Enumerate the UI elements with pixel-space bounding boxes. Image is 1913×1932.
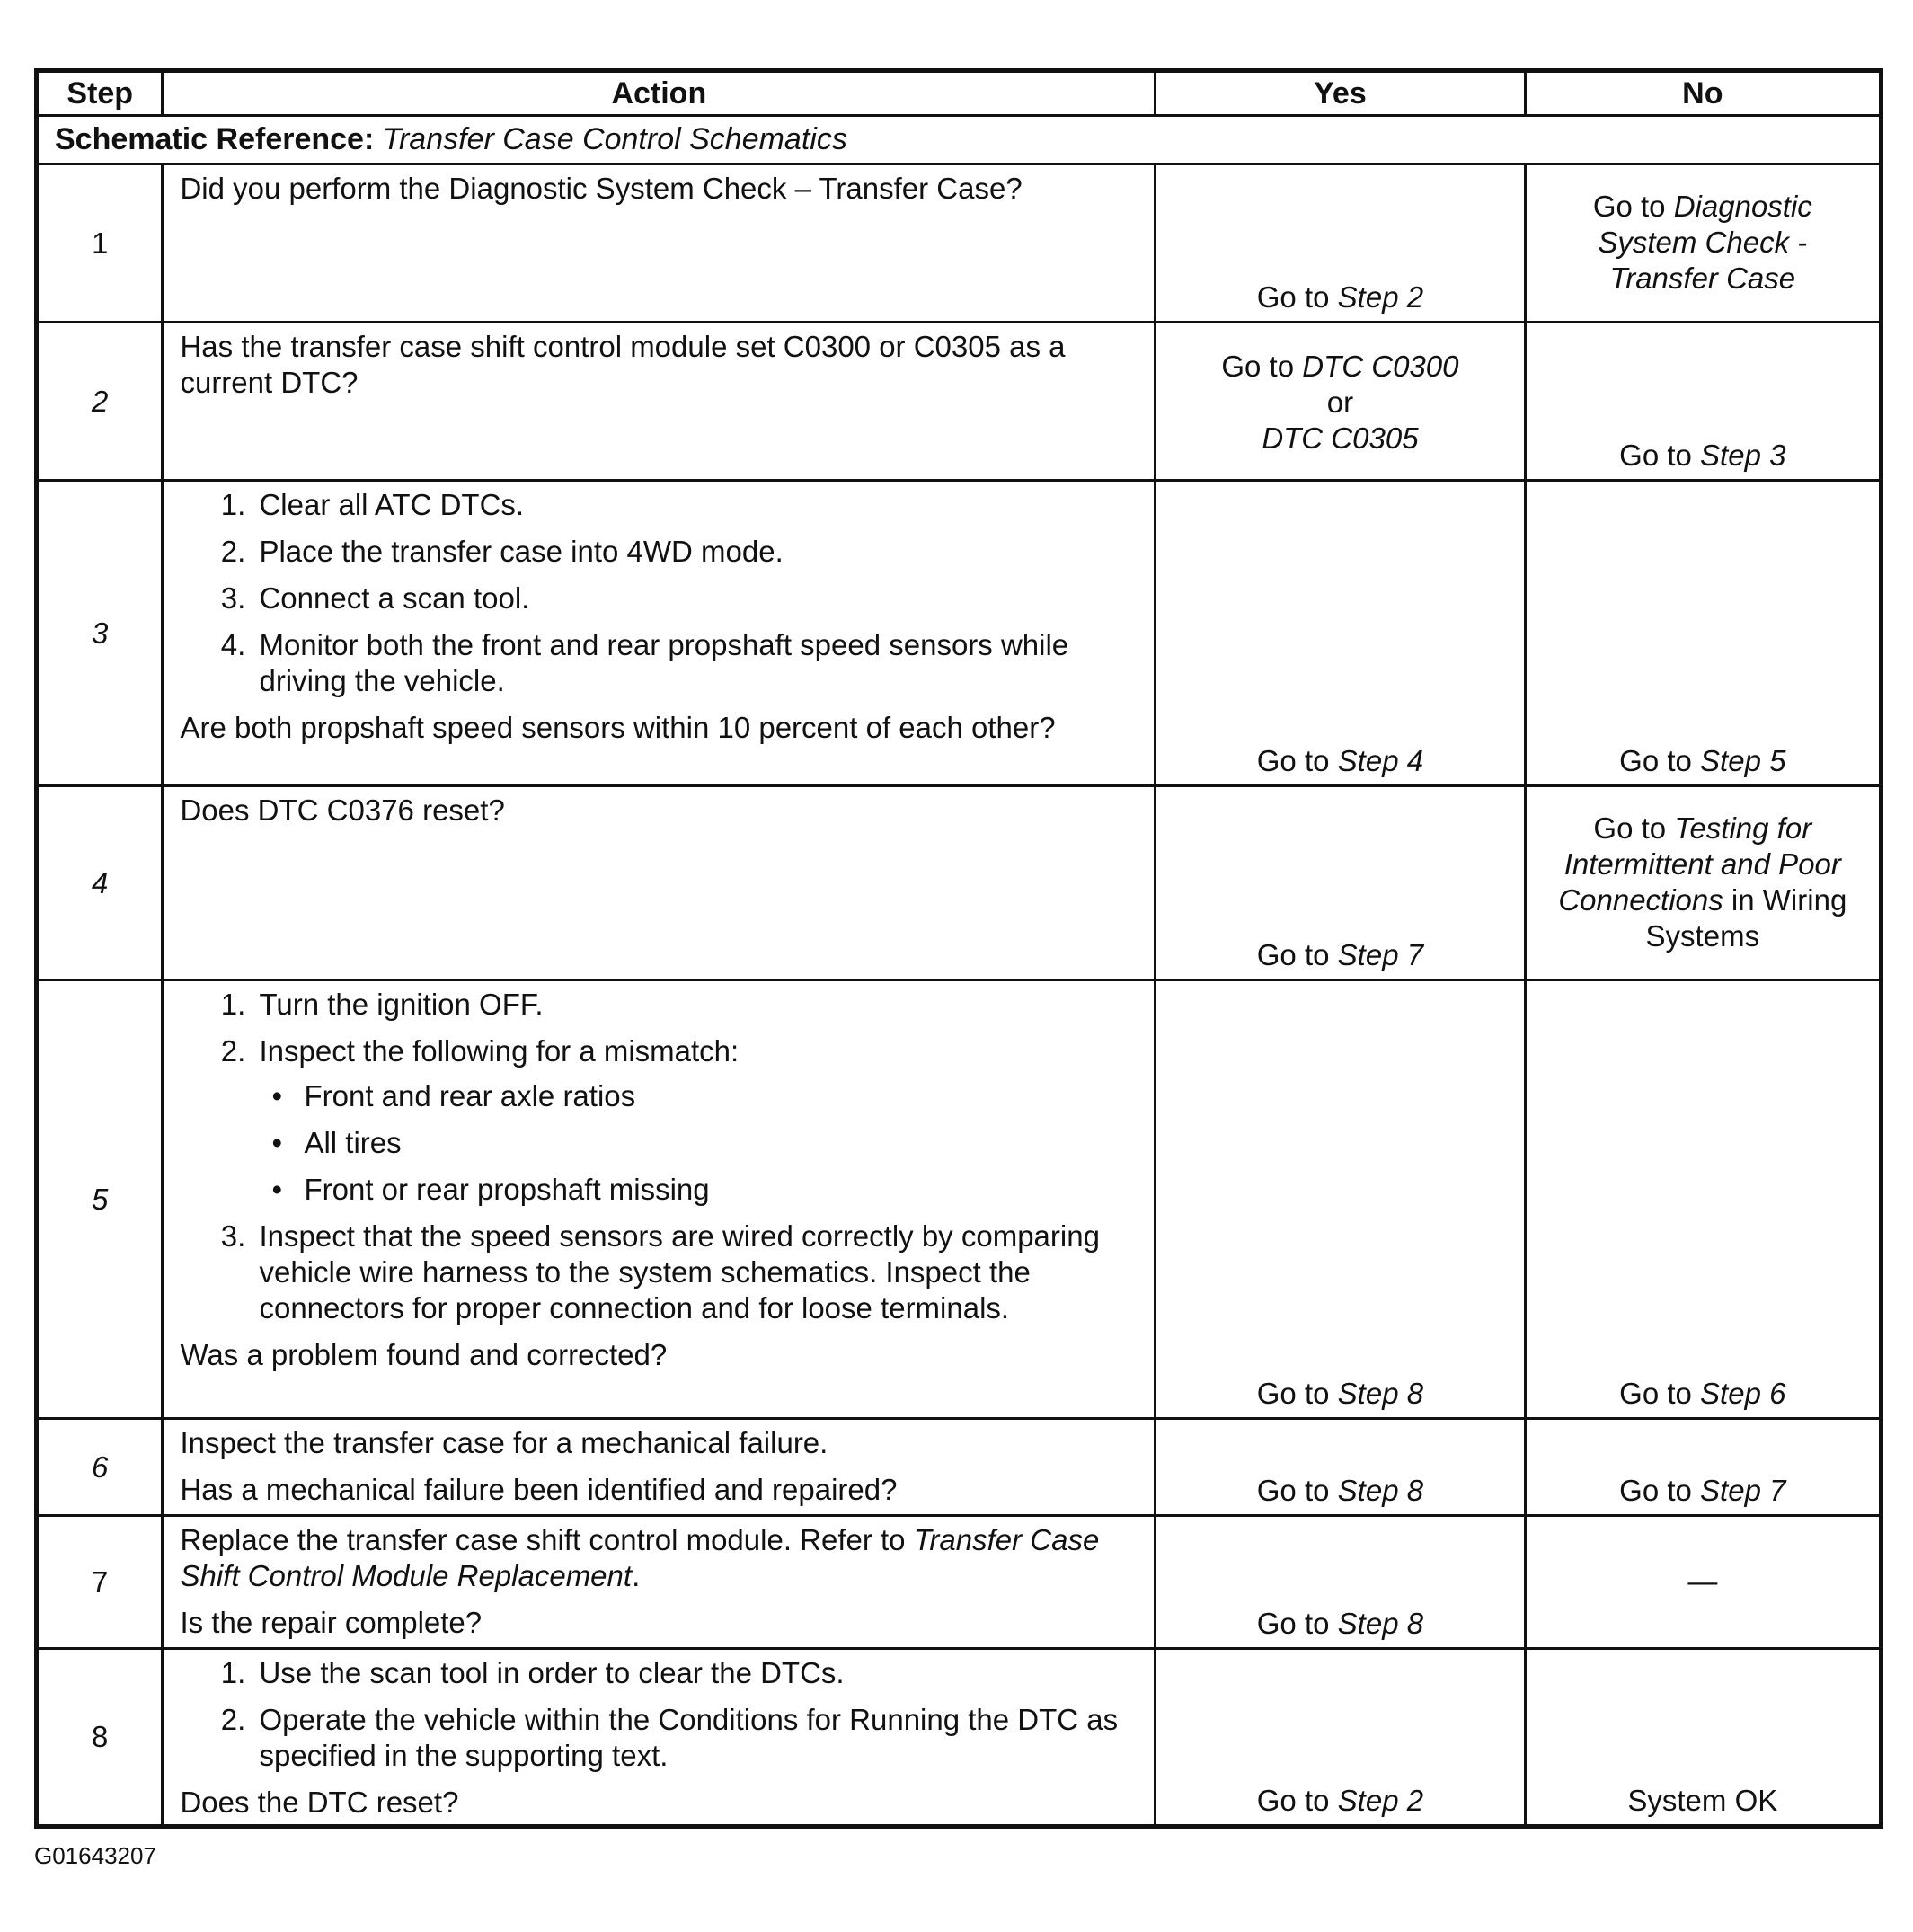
step-number: 3	[37, 481, 163, 786]
schematic-reference	[37, 116, 1882, 164]
action-step	[253, 1033, 1139, 1208]
no-prefix: Go to	[1592, 189, 1674, 223]
yes-cell	[1156, 786, 1525, 980]
action-cell	[163, 323, 1156, 481]
table-row	[37, 1419, 1882, 1516]
action-text: Did you perform the Diagnostic System Check – Transfer Case?	[180, 172, 1023, 205]
no-link[interactable]: Step 5	[1700, 744, 1786, 777]
action-step: 3. Inspect that the speed sensors are wired correctly by comparing vehicle wire harness to the system schematics. Inspect the connectors for proper connection and for loose terminals.	[253, 1219, 1139, 1326]
header-no: No	[1525, 71, 1881, 116]
yes-link[interactable]: Step 8	[1337, 1607, 1424, 1640]
no-cell	[1525, 980, 1881, 1419]
action-text: Does DTC C0376 reset?	[180, 793, 505, 827]
action-text	[180, 1522, 1139, 1594]
step-number: 2	[37, 323, 163, 481]
action-step: 1. Use the scan tool in order to clear the DTCs.	[253, 1655, 1139, 1691]
step-number: 1	[37, 164, 163, 323]
yes-link[interactable]: Step 8	[1337, 1474, 1424, 1507]
schematic-reference-link[interactable]: Transfer Case Control Schematics	[382, 122, 847, 156]
yes-link[interactable]: Step 7	[1337, 938, 1424, 971]
yes-or: or	[1326, 386, 1354, 419]
yes-cell	[1156, 980, 1525, 1419]
action-cell	[163, 1516, 1156, 1649]
action-bullet: • All tires	[297, 1125, 1139, 1161]
figure-id: G01643207	[34, 1842, 156, 1869]
yes-cell	[1156, 323, 1525, 481]
action-cell	[163, 164, 1156, 323]
action-step: 1. Turn the ignition OFF.	[253, 987, 1139, 1023]
no-link[interactable]: Step 3	[1700, 439, 1786, 472]
action-step: 3. Connect a scan tool.	[253, 580, 1139, 616]
yes-link[interactable]: Step 2	[1337, 1784, 1424, 1817]
no-prefix: Go to	[1619, 744, 1701, 777]
step-number: 7	[37, 1516, 163, 1649]
no-link[interactable]: Step 6	[1700, 1377, 1786, 1410]
no-link[interactable]: System Check -	[1598, 225, 1808, 259]
action-step: 2. Operate the vehicle within the Conditions for Running the DTC as specified in the supporting text.	[253, 1702, 1139, 1774]
action-cell	[163, 1419, 1156, 1516]
no-cell: —	[1525, 1516, 1881, 1649]
action-steps	[180, 987, 1139, 1326]
action-question: Has a mechanical failure been identified and repaired?	[180, 1473, 898, 1506]
action-bullet: • Front and rear axle ratios	[297, 1078, 1139, 1114]
action-bullets	[259, 1078, 1139, 1208]
table-row	[37, 1649, 1882, 1827]
action-question: Is the repair complete?	[180, 1606, 483, 1639]
diagnostic-table	[34, 68, 1883, 1829]
step-number: 5	[37, 980, 163, 1419]
action-text: Inspect the transfer case for a mechanical failure.	[180, 1426, 828, 1459]
no-link[interactable]: Testing for Intermittent and Poor Connections	[1558, 811, 1841, 917]
table-row	[37, 481, 1882, 786]
no-cell	[1525, 1419, 1881, 1516]
action-cell	[163, 980, 1156, 1419]
action-question: Was a problem found and corrected?	[180, 1338, 668, 1371]
no-cell	[1525, 164, 1881, 323]
action-step: 2. Place the transfer case into 4WD mode.	[253, 534, 1139, 570]
action-text-part: Replace the transfer case shift control module. Refer to	[180, 1523, 914, 1556]
no-cell: System OK	[1525, 1649, 1881, 1827]
table-row	[37, 786, 1882, 980]
action-question: Does the DTC reset?	[180, 1786, 459, 1819]
yes-link[interactable]: Step 8	[1337, 1377, 1424, 1410]
no-cell	[1525, 323, 1881, 481]
header-yes: Yes	[1156, 71, 1525, 116]
header-row	[37, 71, 1882, 116]
yes-prefix: Go to	[1221, 350, 1303, 383]
schematic-reference-label: Schematic Reference:	[55, 122, 375, 156]
no-link[interactable]: Transfer Case	[1609, 261, 1796, 295]
no-link[interactable]: Diagnostic	[1673, 189, 1812, 223]
header-step: Step	[37, 71, 163, 116]
action-steps	[180, 487, 1139, 699]
yes-link[interactable]: Step 4	[1337, 744, 1424, 777]
yes-link[interactable]: Step 2	[1337, 280, 1424, 314]
yes-link[interactable]: DTC C0305	[1262, 421, 1419, 455]
yes-prefix: Go to	[1256, 280, 1338, 314]
step-number: 4	[37, 786, 163, 980]
table-row	[37, 323, 1882, 481]
action-text: Has the transfer case shift control module set C0300 or C0305 as a current DTC?	[180, 330, 1066, 399]
action-text-part: .	[632, 1559, 641, 1592]
action-question: Are both propshaft speed sensors within 10 percent of each other?	[180, 711, 1056, 744]
action-step: 4. Monitor both the front and rear propshaft speed sensors while driving the vehicle.	[253, 627, 1139, 699]
yes-prefix: Go to	[1256, 1784, 1338, 1817]
step-number: 6	[37, 1419, 163, 1516]
no-prefix: Go to	[1619, 1474, 1701, 1507]
yes-prefix: Go to	[1256, 744, 1338, 777]
no-prefix: Go to	[1619, 1377, 1701, 1410]
no-suffix: in Wiring Systems	[1645, 882, 1847, 953]
yes-cell	[1156, 481, 1525, 786]
step-number: 8	[37, 1649, 163, 1827]
table-row	[37, 1516, 1882, 1649]
yes-prefix: Go to	[1256, 1377, 1338, 1410]
yes-cell	[1156, 1516, 1525, 1649]
yes-prefix: Go to	[1256, 1607, 1338, 1640]
header-action: Action	[163, 71, 1156, 116]
action-cell	[163, 1649, 1156, 1827]
no-prefix: Go to	[1593, 811, 1675, 845]
action-reference-link[interactable]: Transfer Case Shift Control Module Replacement	[180, 1523, 1100, 1592]
yes-cell	[1156, 1419, 1525, 1516]
action-cell	[163, 786, 1156, 980]
no-cell	[1525, 786, 1881, 980]
yes-prefix: Go to	[1256, 938, 1338, 971]
table-row	[37, 980, 1882, 1419]
yes-link[interactable]: DTC C0300	[1302, 350, 1459, 383]
schematic-reference-row	[37, 116, 1882, 164]
yes-cell	[1156, 164, 1525, 323]
action-steps	[180, 1655, 1139, 1774]
yes-cell	[1156, 1649, 1525, 1827]
yes-prefix: Go to	[1256, 1474, 1338, 1507]
action-step-text: Inspect the following for a mismatch:	[259, 1034, 740, 1068]
action-bullet: • Front or rear propshaft missing	[297, 1172, 1139, 1208]
no-prefix: Go to	[1619, 439, 1701, 472]
no-cell	[1525, 481, 1881, 786]
table-row	[37, 164, 1882, 323]
action-cell	[163, 481, 1156, 786]
no-link[interactable]: Step 7	[1700, 1474, 1786, 1507]
action-step: 1. Clear all ATC DTCs.	[253, 487, 1139, 523]
